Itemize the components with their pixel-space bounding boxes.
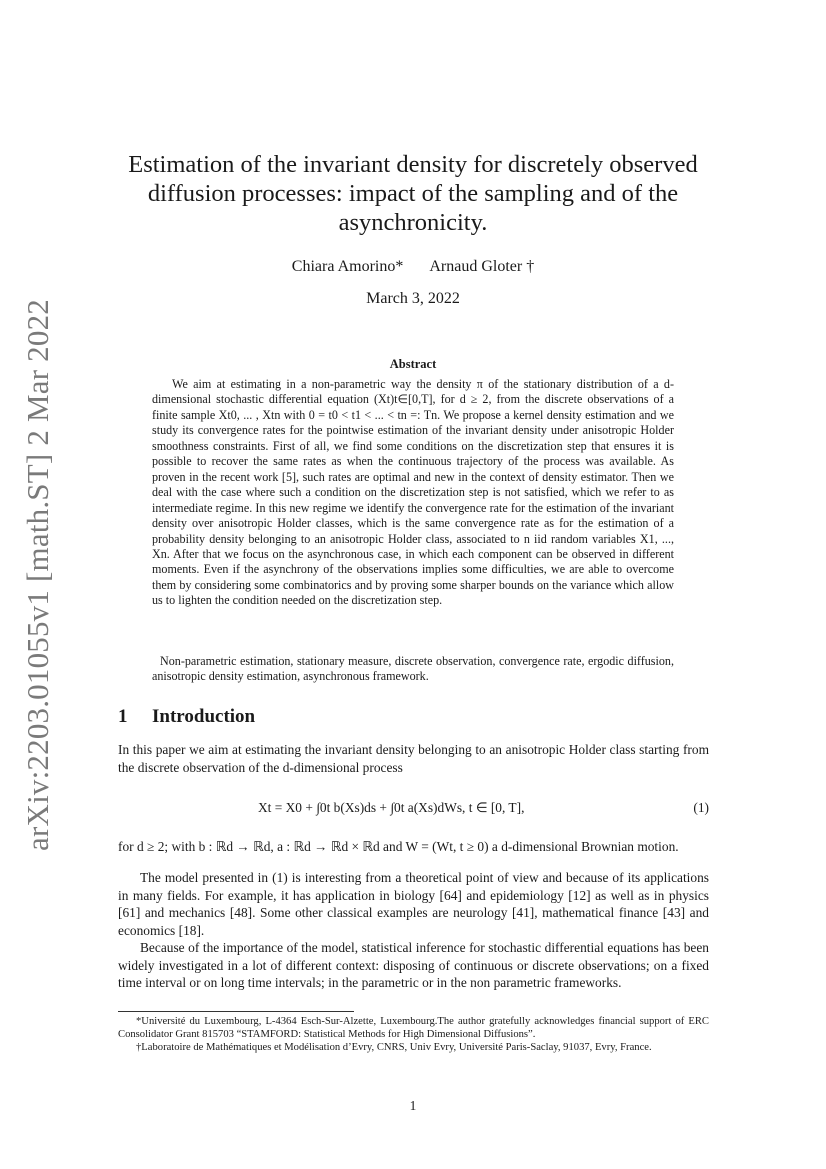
title-line: diffusion processes: impact of the sampling and of the xyxy=(147,180,679,207)
title-line: asynchronicity. xyxy=(338,209,488,236)
publication-date: March 3, 2022 xyxy=(366,290,460,307)
display-equation xyxy=(118,790,709,834)
footnotes xyxy=(118,1015,709,1055)
equation-body: Xt = X0 + ∫0t b(Xs)ds + ∫0t a(Xs)dWs, t ∈ [0, T], xyxy=(258,800,525,815)
intro-paragraph: for d ≥ 2; with b : ℝd → ℝd, a : ℝd → ℝd × ℝd and W = (Wt, t ≥ 0) a d-dimensional Brownian motion. xyxy=(118,839,679,854)
author-name: Chiara Amorino* xyxy=(291,258,404,275)
intro-paragraph: Because of the importance of the model, statistical inference for stochastic differential equations has been widely investigated in a lot of different context: disposing of continuous or discrete observations; on a fixed time interval or on long time intervals; in the parametric or in the non parametric frameworks. xyxy=(118,940,709,991)
section-heading xyxy=(118,706,255,728)
abstract-body: We aim at estimating in a non-parametric way the density π of the stationary distribution of a d-dimensional stochastic differential equation (Xt)t∈[0,T], for d ≥ 2, from the discrete observations of a finite sample Xt0, ... , Xtn with 0 = t0 < t1 < ... < tn =: Tn. We propose a kernel density estimation and we study its convergence rates for the pointwise estimation of the invariant density under anisotropic Holder smoothness constraints. First of all, we find some conditions on the discretization step that ensures it is possible to recover the same rates as when the continuous trajectory of the process was available. As proven in the recent work [5], such rates are optimal and new in the context of density estimator. Then we deal with the case where such a condition on the discretization step is not satisfied, which we refer to as intermediate regime. In this new regime we identify the convergence rate for the estimation of the invariant density over anisotropic Holder classes, which is the same convergence rate as for the estimation of a probability density belonging to an anisotropic Holder class, associated to n iid random variables X1, ..., Xn. After that we focus on the asynchronous case, in which each component can be observed in different moments. Even if the asynchrony of the observations implies some difficulties, we are able to overcome them by considering some combinatorics and by proving some sharper bounds on the variance which allow us to lighten the condition needed on the discretization step. xyxy=(152,377,674,608)
section-number: 1 xyxy=(118,706,128,727)
title-line: Estimation of the invariant density for discretely observed xyxy=(128,151,698,178)
author-list xyxy=(120,258,706,276)
author-name: Arnaud Gloter † xyxy=(429,258,535,275)
arxiv-side-stamp xyxy=(20,299,56,851)
footnote: *Université du Luxembourg, L-4364 Esch-Sur-Alzette, Luxembourg.The author gratefully acknowledges financial support of ERC Consolidator Grant 815703 “STAMFORD: Statistical Methods for High Dimensional Diffusions”. xyxy=(118,1016,709,1041)
arxiv-identifier: arXiv:2203.01055v1 [math.ST] 2 Mar 2022 xyxy=(20,299,56,851)
paper-title xyxy=(120,150,706,237)
abstract-heading: Abstract xyxy=(389,357,437,371)
equation-number: (1) xyxy=(693,800,709,815)
page-number: 1 xyxy=(409,1098,417,1113)
intro-paragraph: The model presented in (1) is interesting from a theoretical point of view and because of its applications in many fields. For example, it has application in biology [64] and epidemiology [12] as well as in physics [61] and mechanics [48]. Some other classical examples are neurology [41], mathematical finance [43] and economics [18]. xyxy=(118,870,709,938)
keywords: Non-parametric estimation, stationary measure, discrete observation, convergence rate, ergodic diffusion, anisotropic density estimation, asynchronous framework. xyxy=(152,654,674,684)
section-title: Introduction xyxy=(152,706,256,727)
footnote: †Laboratoire de Mathématiques et Modélisation d’Evry, CNRS, Univ Evry, Université Paris-Saclay, 91037, Evry, France. xyxy=(136,1042,652,1054)
footnote-rule xyxy=(118,1011,354,1012)
intro-paragraph: In this paper we aim at estimating the invariant density belonging to an anisotropic Holder class starting from the discrete observation of the d-dimensional process xyxy=(118,742,709,775)
